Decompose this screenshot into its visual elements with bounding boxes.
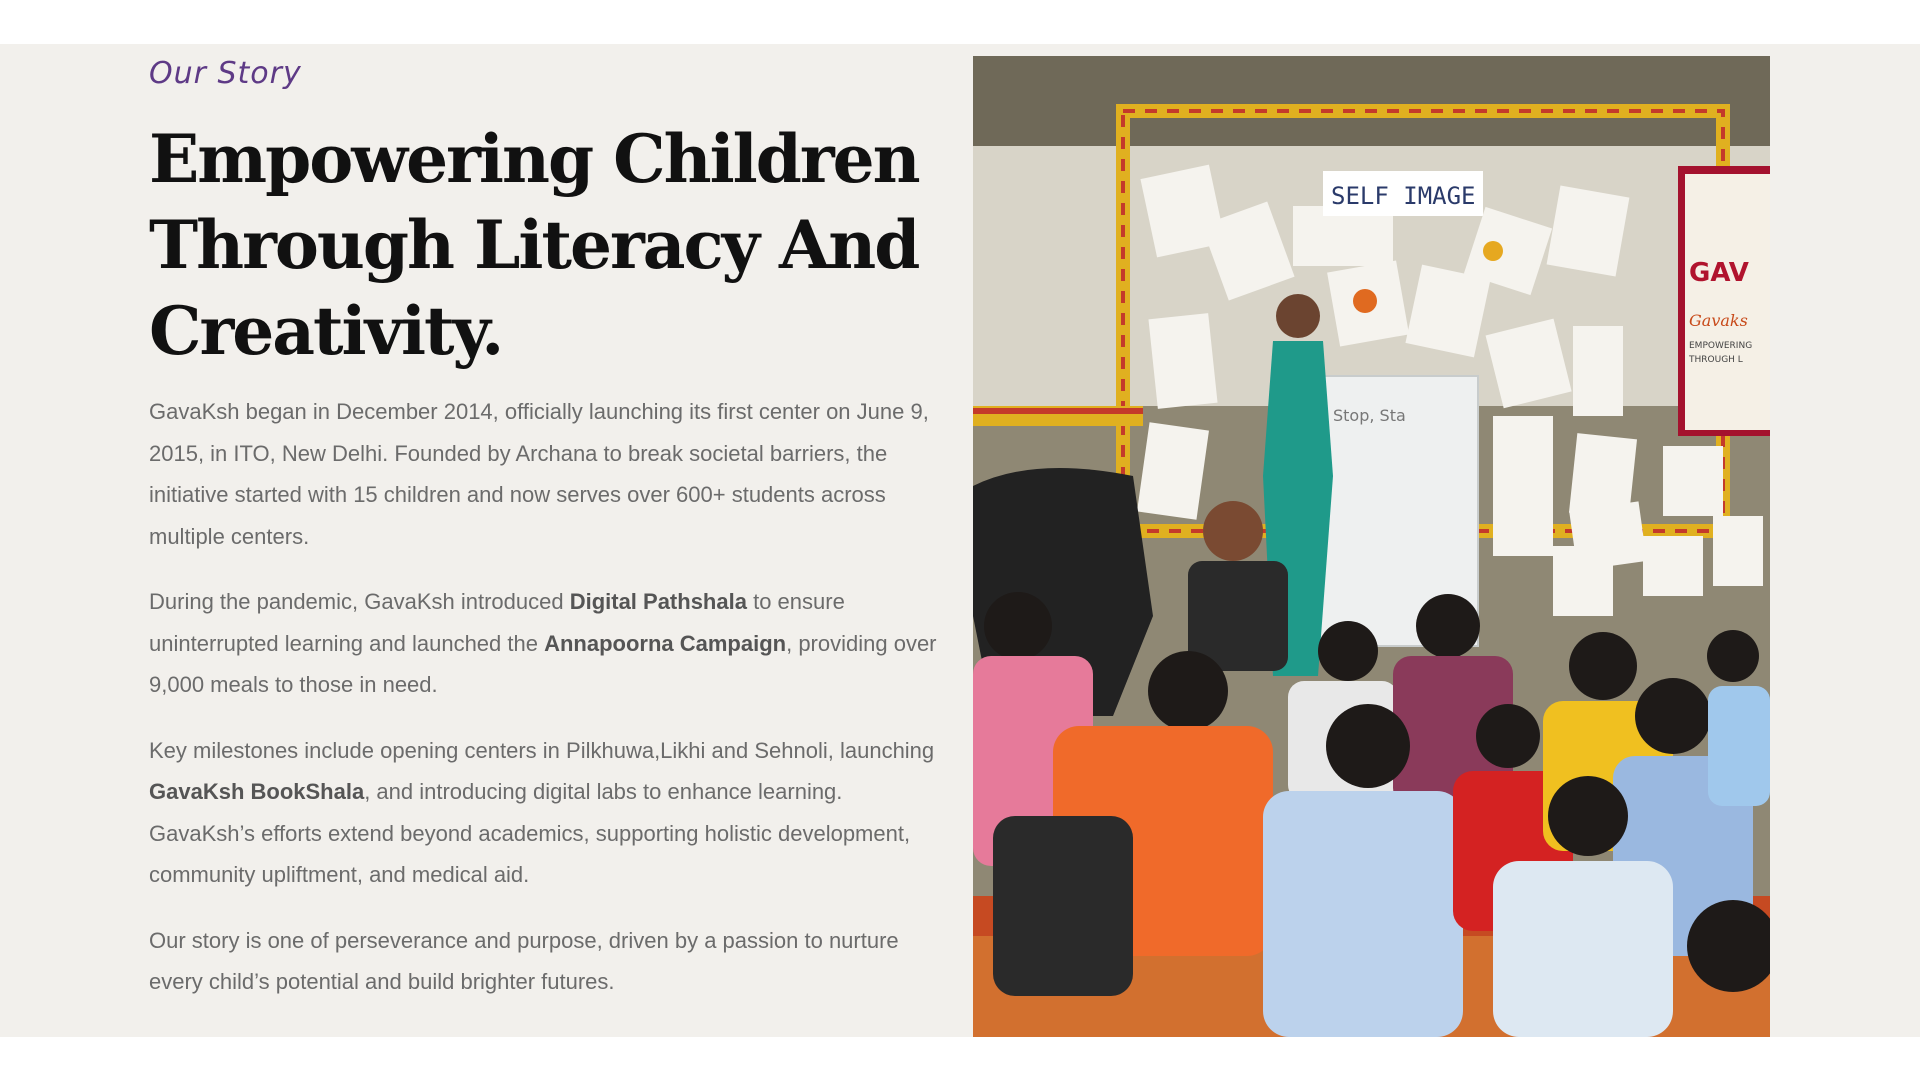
section-eyebrow: Our Story	[149, 56, 302, 91]
page-title	[149, 116, 939, 374]
highlight-bookshala: GavaKsh BookShala	[149, 779, 365, 804]
banner-subtitle: Gavaks	[1689, 311, 1748, 330]
highlight-annapoorna-campaign: Annapoorna Campaign	[544, 630, 787, 656]
title-line-2: Through Literacy And	[149, 206, 919, 284]
classroom-photo	[973, 56, 1770, 1037]
board-label: SELF IMAGE	[1331, 182, 1476, 210]
title-line-3: Creativity.	[149, 292, 503, 370]
story-body	[149, 391, 939, 1027]
banner-line-1: EMPOWERING	[1689, 341, 1753, 351]
classroom-illustration	[973, 56, 1770, 1037]
story-paragraph-closing: Our story is one of perseverance and purpose, driven by a passion to nurture every child’s potential and build brighter futures.	[149, 927, 899, 994]
story-paragraph-milestones: Key milestones include opening centers in Pilkhuwa,Likhi and Sehnoli, launching GavaKsh BookShala, and introducing digital labs to enhance learning. GavaKsh’s efforts extend beyond academics, supporting holistic development, community upliftment, and medical aid.	[149, 737, 935, 887]
story-paragraph-founding: GavaKsh began in December 2014, officially launching its first center on June 9, 2015, in ITO, New Delhi. Founded by Archana to break societal barriers, the initiative started with 15 children and now serves over 600+ students across multiple centers.	[149, 399, 929, 549]
whiteboard-text: Stop, Sta	[1333, 406, 1406, 425]
highlight-digital-pathshala: Digital Pathshala	[569, 589, 747, 614]
banner-title: GAV	[1689, 258, 1749, 288]
title-line-1: Empowering Children	[149, 120, 919, 198]
story-paragraph-pandemic: During the pandemic, GavaKsh introduced Digital Pathshala to ensure uninterrupted learning and launched the Annapoorna Campaign, providing over 9,000 meals to those in need.	[149, 589, 937, 697]
banner-line-2: THROUGH L	[1689, 355, 1743, 365]
our-story-section	[0, 44, 1920, 1037]
